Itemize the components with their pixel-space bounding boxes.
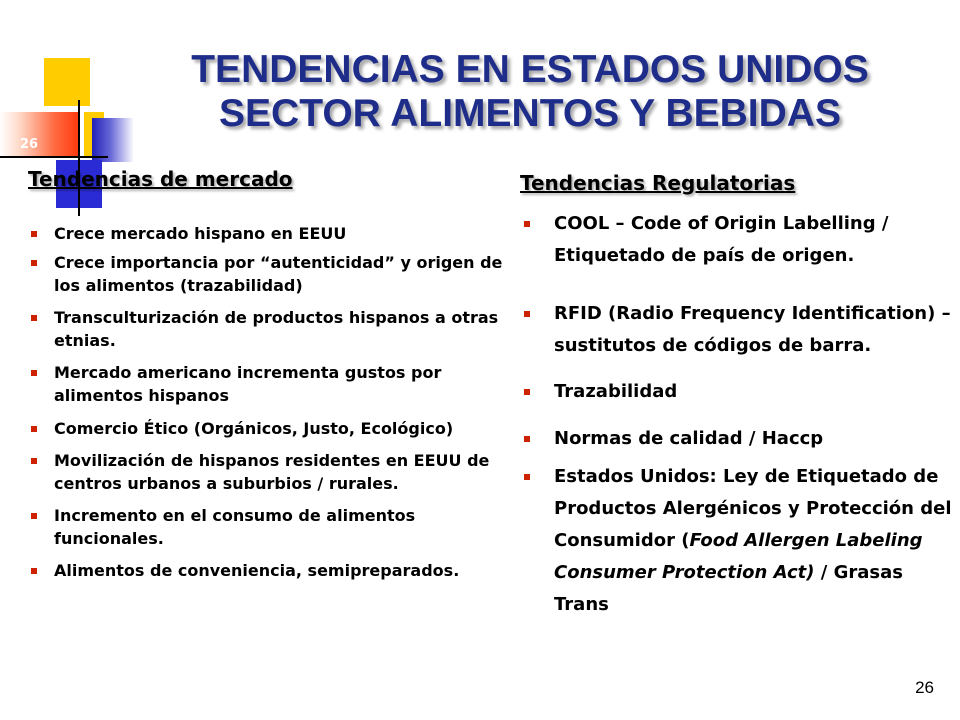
- list-item: Mercado americano incrementa gustos por alimentos hispanos: [28, 361, 514, 407]
- market-trends-heading: Tendencias de mercado: [28, 167, 293, 191]
- list-item: Crece mercado hispano en EEUU: [28, 222, 514, 245]
- regulatory-trends-list: [520, 208, 954, 621]
- regulatory-trends-heading: Tendencias Regulatorias: [520, 171, 796, 195]
- market-trends-list: [28, 222, 514, 582]
- list-item-text-end: / Grasas Trans: [554, 562, 903, 615]
- title-line-2: SECTOR ALIMENTOS Y BEBIDAS: [219, 92, 841, 135]
- list-item: [520, 461, 954, 621]
- page-number: 26: [915, 678, 934, 697]
- decor-horizontal-line: [0, 156, 108, 158]
- list-item: COOL – Code of Origin Labelling / Etiquetado de país de origen.: [520, 208, 954, 272]
- title-line-1: TENDENCIAS EN ESTADOS UNIDOS: [191, 48, 869, 91]
- list-item: Crece importancia por “autenticidad” y origen de los alimentos (trazabilidad): [28, 251, 514, 297]
- decor-yellow-square: [44, 58, 90, 106]
- list-item: Normas de calidad / Haccp: [520, 423, 954, 455]
- decor-vertical-line: [78, 100, 80, 216]
- list-item: Movilización de hispanos residentes en EEUU de centros urbanos a suburbios / rurales.: [28, 449, 514, 495]
- list-item: Trazabilidad: [520, 376, 954, 408]
- list-item: RFID (Radio Frequency Identification) – sustitutos de códigos de barra.: [520, 298, 954, 362]
- slide-title: [108, 48, 952, 136]
- list-item: Alimentos de conveniencia, semipreparados.: [28, 559, 514, 582]
- list-item-italic-text: Food Allergen Labeling Consumer Protection Act): [554, 530, 923, 583]
- list-item-text: Estados Unidos: Ley de Etiquetado de Productos Alergénicos y Protección del Consumidor (: [554, 466, 952, 551]
- list-item: Comercio Ético (Orgánicos, Justo, Ecológico): [28, 417, 514, 440]
- decor-red-square: [0, 112, 78, 156]
- slide-number-badge: 26: [20, 137, 39, 152]
- list-item: Transculturización de productos hispanos a otras etnias.: [28, 306, 514, 352]
- list-item: Incremento en el consumo de alimentos funcionales.: [28, 504, 514, 550]
